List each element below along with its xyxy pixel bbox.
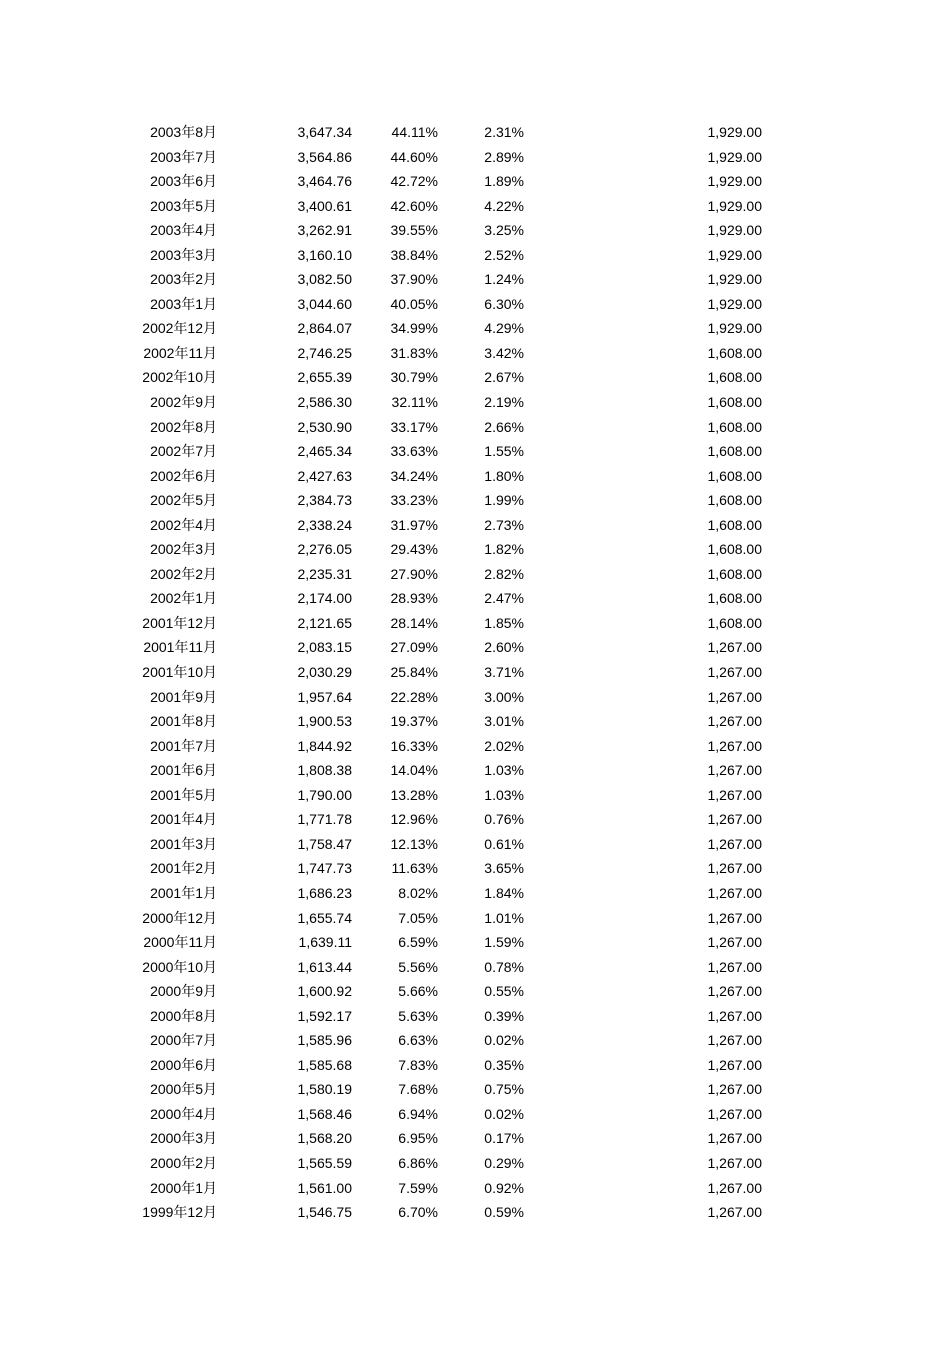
date-cell: 2000年3月	[150, 1130, 217, 1147]
base-value-cell: 1,267.00	[707, 811, 762, 828]
value-cell: 1,580.19	[297, 1081, 352, 1098]
date-cell: 2000年7月	[150, 1032, 217, 1049]
value-cell: 3,400.61	[297, 197, 352, 214]
base-value-cell: 1,929.00	[707, 295, 762, 312]
percent-growth-cell: 1.84%	[484, 884, 524, 901]
table-row	[0, 1176, 950, 1201]
percent-growth-cell: 3.71%	[484, 664, 524, 681]
table-row	[0, 906, 950, 931]
table-row	[0, 685, 950, 710]
table-row	[0, 439, 950, 464]
value-cell: 3,647.34	[297, 124, 352, 140]
percent-growth-cell: 3.25%	[484, 222, 524, 239]
value-cell: 2,276.05	[297, 541, 352, 558]
percent-change-cell: 25.84%	[390, 664, 438, 681]
value-cell: 3,044.60	[297, 295, 352, 312]
value-cell: 1,900.53	[297, 713, 352, 730]
date-cell: 2003年5月	[150, 197, 217, 214]
value-cell: 1,747.73	[297, 860, 352, 877]
value-cell: 1,600.92	[297, 983, 352, 1000]
date-cell: 2001年5月	[150, 786, 217, 803]
value-cell: 2,121.65	[297, 614, 352, 631]
percent-change-cell: 31.83%	[390, 344, 438, 361]
table-row	[0, 243, 950, 268]
base-value-cell: 1,608.00	[707, 614, 762, 631]
base-value-cell: 1,267.00	[707, 1179, 762, 1196]
percent-growth-cell: 0.17%	[484, 1130, 524, 1147]
percent-change-cell: 32.11%	[391, 394, 438, 411]
date-cell: 2002年1月	[150, 590, 217, 607]
percent-growth-cell: 2.02%	[484, 737, 524, 754]
percent-growth-cell: 1.55%	[484, 443, 524, 460]
percent-growth-cell: 0.35%	[484, 1056, 524, 1073]
date-cell: 1999年12月	[142, 1204, 217, 1221]
base-value-cell: 1,267.00	[707, 958, 762, 975]
base-value-cell: 1,929.00	[707, 148, 762, 165]
date-cell: 2000年2月	[150, 1154, 217, 1171]
date-cell: 2002年8月	[150, 418, 217, 435]
value-cell: 1,561.00	[297, 1179, 352, 1196]
percent-growth-cell: 2.47%	[484, 590, 524, 607]
percent-growth-cell: 2.19%	[484, 394, 524, 411]
date-cell: 2000年12月	[142, 909, 217, 926]
date-cell: 2003年1月	[150, 295, 217, 312]
base-value-cell: 1,608.00	[707, 443, 762, 460]
percent-growth-cell: 0.75%	[484, 1081, 524, 1098]
percent-change-cell: 34.24%	[390, 467, 438, 484]
base-value-cell: 1,267.00	[707, 762, 762, 779]
percent-growth-cell: 1.89%	[484, 173, 524, 190]
percent-change-cell: 6.86%	[398, 1154, 438, 1171]
percent-growth-cell: 3.42%	[484, 344, 524, 361]
date-cell: 2003年4月	[150, 222, 217, 239]
date-cell: 2002年5月	[150, 492, 217, 509]
base-value-cell: 1,608.00	[707, 344, 762, 361]
table-row	[0, 881, 950, 906]
percent-growth-cell: 2.66%	[484, 418, 524, 435]
percent-change-cell: 39.55%	[390, 222, 438, 239]
percent-growth-cell: 1.82%	[484, 541, 524, 558]
table-row	[0, 562, 950, 587]
percent-change-cell: 28.14%	[390, 614, 438, 631]
table-row	[0, 169, 950, 194]
percent-growth-cell: 0.59%	[484, 1204, 524, 1221]
percent-change-cell: 34.99%	[390, 320, 438, 337]
percent-growth-cell: 1.80%	[484, 467, 524, 484]
value-cell: 2,174.00	[297, 590, 352, 607]
base-value-cell: 1,608.00	[707, 565, 762, 582]
base-value-cell: 1,608.00	[707, 516, 762, 533]
base-value-cell: 1,929.00	[707, 222, 762, 239]
value-cell: 3,262.91	[297, 222, 352, 239]
percent-growth-cell: 0.29%	[484, 1154, 524, 1171]
percent-change-cell: 30.79%	[390, 369, 438, 386]
date-cell: 2002年3月	[150, 541, 217, 558]
percent-growth-cell: 0.02%	[484, 1105, 524, 1122]
base-value-cell: 1,267.00	[707, 737, 762, 754]
date-cell: 2003年8月	[150, 124, 217, 140]
percent-change-cell: 12.96%	[390, 811, 438, 828]
percent-change-cell: 12.13%	[390, 835, 438, 852]
percent-growth-cell: 2.89%	[484, 148, 524, 165]
base-value-cell: 1,608.00	[707, 492, 762, 509]
date-cell: 2003年2月	[150, 271, 217, 288]
base-value-cell: 1,267.00	[707, 884, 762, 901]
base-value-cell: 1,267.00	[707, 664, 762, 681]
table-row	[0, 415, 950, 440]
percent-growth-cell: 1.85%	[484, 614, 524, 631]
percent-growth-cell: 2.52%	[484, 246, 524, 263]
date-cell: 2001年12月	[142, 614, 217, 631]
value-cell: 2,655.39	[297, 369, 352, 386]
percent-growth-cell: 2.67%	[484, 369, 524, 386]
table-row	[0, 832, 950, 857]
table-row	[0, 611, 950, 636]
value-cell: 1,585.96	[297, 1032, 352, 1049]
value-cell: 1,568.46	[297, 1105, 352, 1122]
table-row	[0, 390, 950, 415]
value-cell: 1,771.78	[297, 811, 352, 828]
percent-growth-cell: 1.99%	[484, 492, 524, 509]
percent-change-cell: 42.72%	[390, 173, 438, 190]
value-cell: 2,586.30	[297, 394, 352, 411]
percent-growth-cell: 3.01%	[484, 713, 524, 730]
percent-change-cell: 29.43%	[390, 541, 438, 558]
percent-change-cell: 31.97%	[390, 516, 438, 533]
date-cell: 2001年9月	[150, 688, 217, 705]
value-cell: 2,530.90	[297, 418, 352, 435]
percent-change-cell: 28.93%	[390, 590, 438, 607]
date-cell: 2002年2月	[150, 565, 217, 582]
value-cell: 1,844.92	[297, 737, 352, 754]
percent-growth-cell: 0.55%	[484, 983, 524, 1000]
value-cell: 1,546.75	[297, 1204, 352, 1221]
percent-change-cell: 16.33%	[390, 737, 438, 754]
base-value-cell: 1,267.00	[707, 1204, 762, 1221]
value-cell: 1,808.38	[297, 762, 352, 779]
date-cell: 2003年7月	[150, 148, 217, 165]
percent-change-cell: 42.60%	[390, 197, 438, 214]
percent-growth-cell: 2.82%	[484, 565, 524, 582]
base-value-cell: 1,267.00	[707, 1105, 762, 1122]
date-cell: 2001年10月	[142, 664, 217, 681]
percent-change-cell: 33.17%	[390, 418, 438, 435]
percent-growth-cell: 0.61%	[484, 835, 524, 852]
table-row	[0, 194, 950, 219]
percent-growth-cell: 2.31%	[484, 124, 524, 140]
table-row	[0, 930, 950, 955]
date-cell: 2000年4月	[150, 1105, 217, 1122]
table-row	[0, 1004, 950, 1029]
date-cell: 2002年10月	[142, 369, 217, 386]
base-value-cell: 1,267.00	[707, 835, 762, 852]
percent-growth-cell: 0.92%	[484, 1179, 524, 1196]
value-cell: 1,655.74	[297, 909, 352, 926]
table-row	[0, 120, 950, 145]
value-cell: 2,746.25	[297, 344, 352, 361]
date-cell: 2003年3月	[150, 246, 217, 263]
value-cell: 1,565.59	[297, 1154, 352, 1171]
date-cell: 2002年9月	[150, 394, 217, 411]
base-value-cell: 1,929.00	[707, 124, 762, 140]
table-row	[0, 1077, 950, 1102]
base-value-cell: 1,267.00	[707, 1081, 762, 1098]
value-cell: 2,235.31	[297, 565, 352, 582]
table-row	[0, 464, 950, 489]
base-value-cell: 1,608.00	[707, 467, 762, 484]
table-row	[0, 1151, 950, 1176]
date-cell: 2000年6月	[150, 1056, 217, 1073]
percent-change-cell: 6.63%	[398, 1032, 438, 1049]
base-value-cell: 1,608.00	[707, 394, 762, 411]
date-cell: 2001年8月	[150, 713, 217, 730]
percent-change-cell: 8.02%	[398, 884, 438, 901]
base-value-cell: 1,929.00	[707, 320, 762, 337]
table-row	[0, 783, 950, 808]
percent-change-cell: 6.94%	[398, 1105, 438, 1122]
value-cell: 2,427.63	[297, 467, 352, 484]
date-cell: 2000年5月	[150, 1081, 217, 1098]
percent-growth-cell: 1.24%	[484, 271, 524, 288]
table-row	[0, 635, 950, 660]
base-value-cell: 1,267.00	[707, 934, 762, 951]
date-cell: 2001年6月	[150, 762, 217, 779]
table-row	[0, 1200, 950, 1225]
date-cell: 2001年7月	[150, 737, 217, 754]
percent-change-cell: 6.70%	[398, 1204, 438, 1221]
table-row	[0, 316, 950, 341]
value-cell: 2,465.34	[297, 443, 352, 460]
percent-change-cell: 5.56%	[398, 958, 438, 975]
date-cell: 2001年3月	[150, 835, 217, 852]
percent-change-cell: 5.66%	[398, 983, 438, 1000]
value-cell: 1,585.68	[297, 1056, 352, 1073]
value-cell: 2,083.15	[297, 639, 352, 656]
date-cell: 2001年11月	[143, 639, 217, 656]
data-table	[0, 120, 950, 1225]
table-row	[0, 292, 950, 317]
table-row	[0, 1102, 950, 1127]
base-value-cell: 1,929.00	[707, 173, 762, 190]
percent-change-cell: 7.59%	[398, 1179, 438, 1196]
percent-growth-cell: 2.73%	[484, 516, 524, 533]
value-cell: 1,686.23	[297, 884, 352, 901]
table-row	[0, 1126, 950, 1151]
base-value-cell: 1,267.00	[707, 713, 762, 730]
percent-change-cell: 7.83%	[398, 1056, 438, 1073]
percent-change-cell: 7.05%	[398, 909, 438, 926]
percent-change-cell: 44.11%	[391, 124, 438, 140]
base-value-cell: 1,267.00	[707, 1056, 762, 1073]
base-value-cell: 1,608.00	[707, 590, 762, 607]
percent-change-cell: 14.04%	[390, 762, 438, 779]
base-value-cell: 1,267.00	[707, 1154, 762, 1171]
table-row	[0, 267, 950, 292]
percent-change-cell: 27.09%	[390, 639, 438, 656]
base-value-cell: 1,608.00	[707, 541, 762, 558]
percent-growth-cell: 4.22%	[484, 197, 524, 214]
percent-growth-cell: 2.60%	[484, 639, 524, 656]
table-row	[0, 734, 950, 759]
value-cell: 1,568.20	[297, 1130, 352, 1147]
table-row	[0, 979, 950, 1004]
date-cell: 2002年4月	[150, 516, 217, 533]
percent-growth-cell: 6.30%	[484, 295, 524, 312]
percent-change-cell: 33.23%	[390, 492, 438, 509]
value-cell: 1,639.11	[298, 934, 352, 951]
percent-growth-cell: 1.59%	[484, 934, 524, 951]
base-value-cell: 1,267.00	[707, 786, 762, 803]
percent-change-cell: 13.28%	[390, 786, 438, 803]
table-row	[0, 758, 950, 783]
percent-growth-cell: 4.29%	[484, 320, 524, 337]
value-cell: 2,864.07	[297, 320, 352, 337]
table-row	[0, 145, 950, 170]
base-value-cell: 1,267.00	[707, 1007, 762, 1024]
percent-growth-cell: 0.76%	[484, 811, 524, 828]
percent-change-cell: 7.68%	[398, 1081, 438, 1098]
table-row	[0, 1028, 950, 1053]
date-cell: 2001年1月	[150, 884, 217, 901]
table-row	[0, 586, 950, 611]
percent-growth-cell: 0.02%	[484, 1032, 524, 1049]
percent-growth-cell: 0.39%	[484, 1007, 524, 1024]
base-value-cell: 1,267.00	[707, 909, 762, 926]
value-cell: 2,338.24	[297, 516, 352, 533]
base-value-cell: 1,267.00	[707, 1032, 762, 1049]
percent-change-cell: 37.90%	[390, 271, 438, 288]
percent-growth-cell: 1.01%	[484, 909, 524, 926]
percent-change-cell: 19.37%	[390, 713, 438, 730]
percent-growth-cell: 3.65%	[484, 860, 524, 877]
date-cell: 2003年6月	[150, 173, 217, 190]
percent-change-cell: 38.84%	[390, 246, 438, 263]
value-cell: 3,564.86	[297, 148, 352, 165]
date-cell: 2002年12月	[142, 320, 217, 337]
value-cell: 3,464.76	[297, 173, 352, 190]
percent-change-cell: 5.63%	[398, 1007, 438, 1024]
percent-growth-cell: 0.78%	[484, 958, 524, 975]
date-cell: 2001年2月	[150, 860, 217, 877]
value-cell: 1,957.64	[297, 688, 352, 705]
value-cell: 3,160.10	[297, 246, 352, 263]
base-value-cell: 1,267.00	[707, 639, 762, 656]
base-value-cell: 1,608.00	[707, 369, 762, 386]
table-row	[0, 856, 950, 881]
base-value-cell: 1,929.00	[707, 271, 762, 288]
table-row	[0, 955, 950, 980]
table-row	[0, 1053, 950, 1078]
table-row	[0, 513, 950, 538]
date-cell: 2000年8月	[150, 1007, 217, 1024]
base-value-cell: 1,267.00	[707, 983, 762, 1000]
base-value-cell: 1,267.00	[707, 860, 762, 877]
percent-change-cell: 40.05%	[390, 295, 438, 312]
value-cell: 1,613.44	[297, 958, 352, 975]
percent-change-cell: 6.59%	[398, 934, 438, 951]
base-value-cell: 1,929.00	[707, 246, 762, 263]
date-cell: 2000年11月	[143, 934, 217, 951]
date-cell: 2002年7月	[150, 443, 217, 460]
value-cell: 1,592.17	[297, 1007, 352, 1024]
base-value-cell: 1,267.00	[707, 1130, 762, 1147]
percent-growth-cell: 1.03%	[484, 762, 524, 779]
percent-change-cell: 22.28%	[390, 688, 438, 705]
date-cell: 2000年9月	[150, 983, 217, 1000]
percent-change-cell: 27.90%	[390, 565, 438, 582]
base-value-cell: 1,267.00	[707, 688, 762, 705]
date-cell: 2000年10月	[142, 958, 217, 975]
value-cell: 2,030.29	[297, 664, 352, 681]
table-row	[0, 365, 950, 390]
table-row	[0, 660, 950, 685]
date-cell: 2002年6月	[150, 467, 217, 484]
date-cell: 2002年11月	[143, 344, 217, 361]
date-cell: 2001年4月	[150, 811, 217, 828]
table-row	[0, 807, 950, 832]
percent-growth-cell: 1.03%	[484, 786, 524, 803]
base-value-cell: 1,929.00	[707, 197, 762, 214]
percent-change-cell: 44.60%	[390, 148, 438, 165]
value-cell: 2,384.73	[297, 492, 352, 509]
table-row	[0, 537, 950, 562]
table-row	[0, 709, 950, 734]
percent-change-cell: 11.63%	[391, 860, 438, 877]
date-cell: 2000年1月	[150, 1179, 217, 1196]
percent-change-cell: 33.63%	[390, 443, 438, 460]
value-cell: 1,758.47	[297, 835, 352, 852]
table-row	[0, 218, 950, 243]
value-cell: 3,082.50	[297, 271, 352, 288]
table-row	[0, 488, 950, 513]
base-value-cell: 1,608.00	[707, 418, 762, 435]
percent-growth-cell: 3.00%	[484, 688, 524, 705]
table-row	[0, 341, 950, 366]
value-cell: 1,790.00	[297, 786, 352, 803]
percent-change-cell: 6.95%	[398, 1130, 438, 1147]
